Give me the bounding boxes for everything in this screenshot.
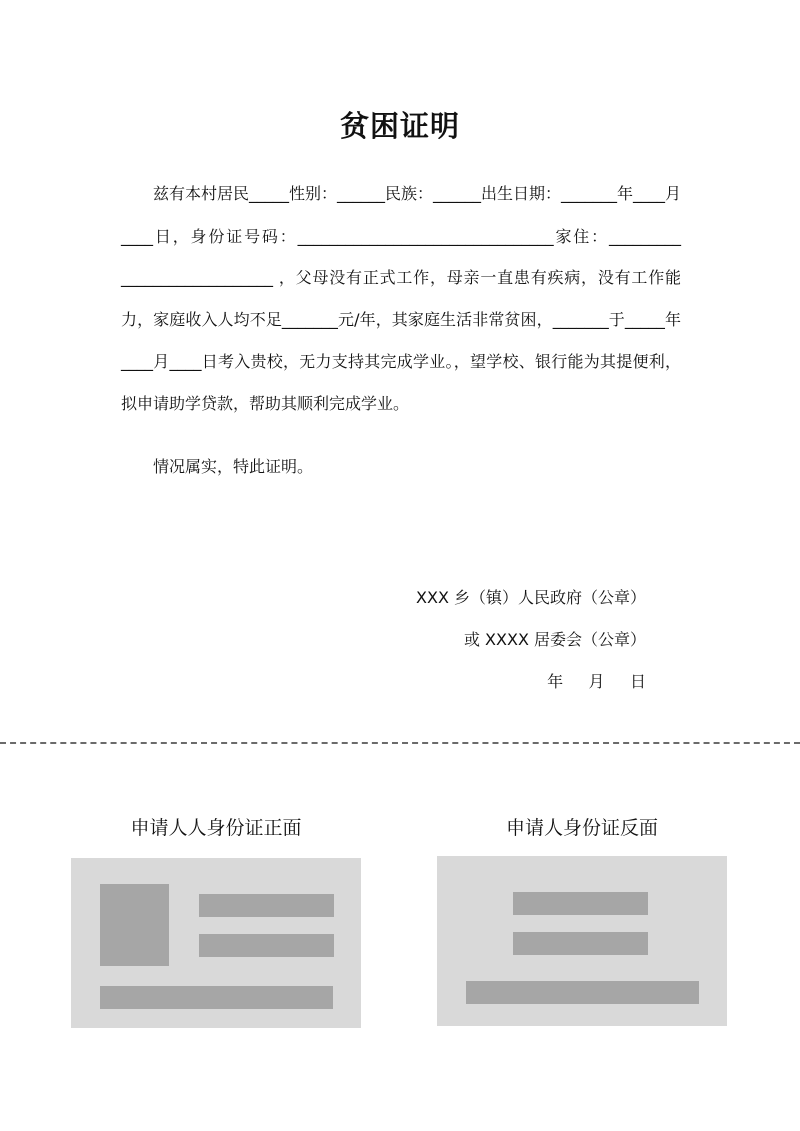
issuer-seal-line: XXX 乡（镇）人民政府（公章） xyxy=(416,588,646,607)
body-line-6: 拟申请助学贷款，帮助其顺利完成学业。 xyxy=(121,394,410,413)
date-line: 年 月 日 xyxy=(547,672,646,691)
text-placeholder-block xyxy=(513,892,648,915)
document-title: 贫困证明 xyxy=(339,109,460,143)
id-card-front-placeholder xyxy=(71,858,361,1028)
text-placeholder-block xyxy=(466,981,699,1004)
body-line-5: ____月____日考入贵校，无力支持其完成学业。，望学校、银行能为其提便利， xyxy=(121,352,681,371)
id-front-label: 申请人人身份证正面 xyxy=(130,817,302,839)
text-placeholder-block xyxy=(513,932,648,955)
id-card-back-placeholder xyxy=(437,856,727,1026)
body-line-4: 力，家庭收入人均不足_______元/年，其家庭生活非常贫困，_______于_____年 xyxy=(121,310,681,329)
photo-placeholder-block xyxy=(100,884,169,966)
alt-issuer-seal-line: 或 XXXX 居委会（公章） xyxy=(463,630,646,649)
text-placeholder-block xyxy=(199,934,334,957)
cut-line-divider xyxy=(0,742,800,744)
body-line-3: ___________________ ，父母没有正式工作，母亲一直患有疾病，没有工作能 xyxy=(121,268,681,287)
id-back-label: 申请人身份证反面 xyxy=(505,817,658,839)
body-line-2: ____日，身份证号码：________________________________家住：_________ xyxy=(121,227,681,246)
text-placeholder-block xyxy=(199,894,334,917)
text-placeholder-block xyxy=(100,986,333,1009)
closing-statement: 情况属实，特此证明。 xyxy=(153,457,314,476)
body-line-1: 兹有本村居民_____性别：______民族：______出生日期：_______年____月 xyxy=(153,184,682,203)
